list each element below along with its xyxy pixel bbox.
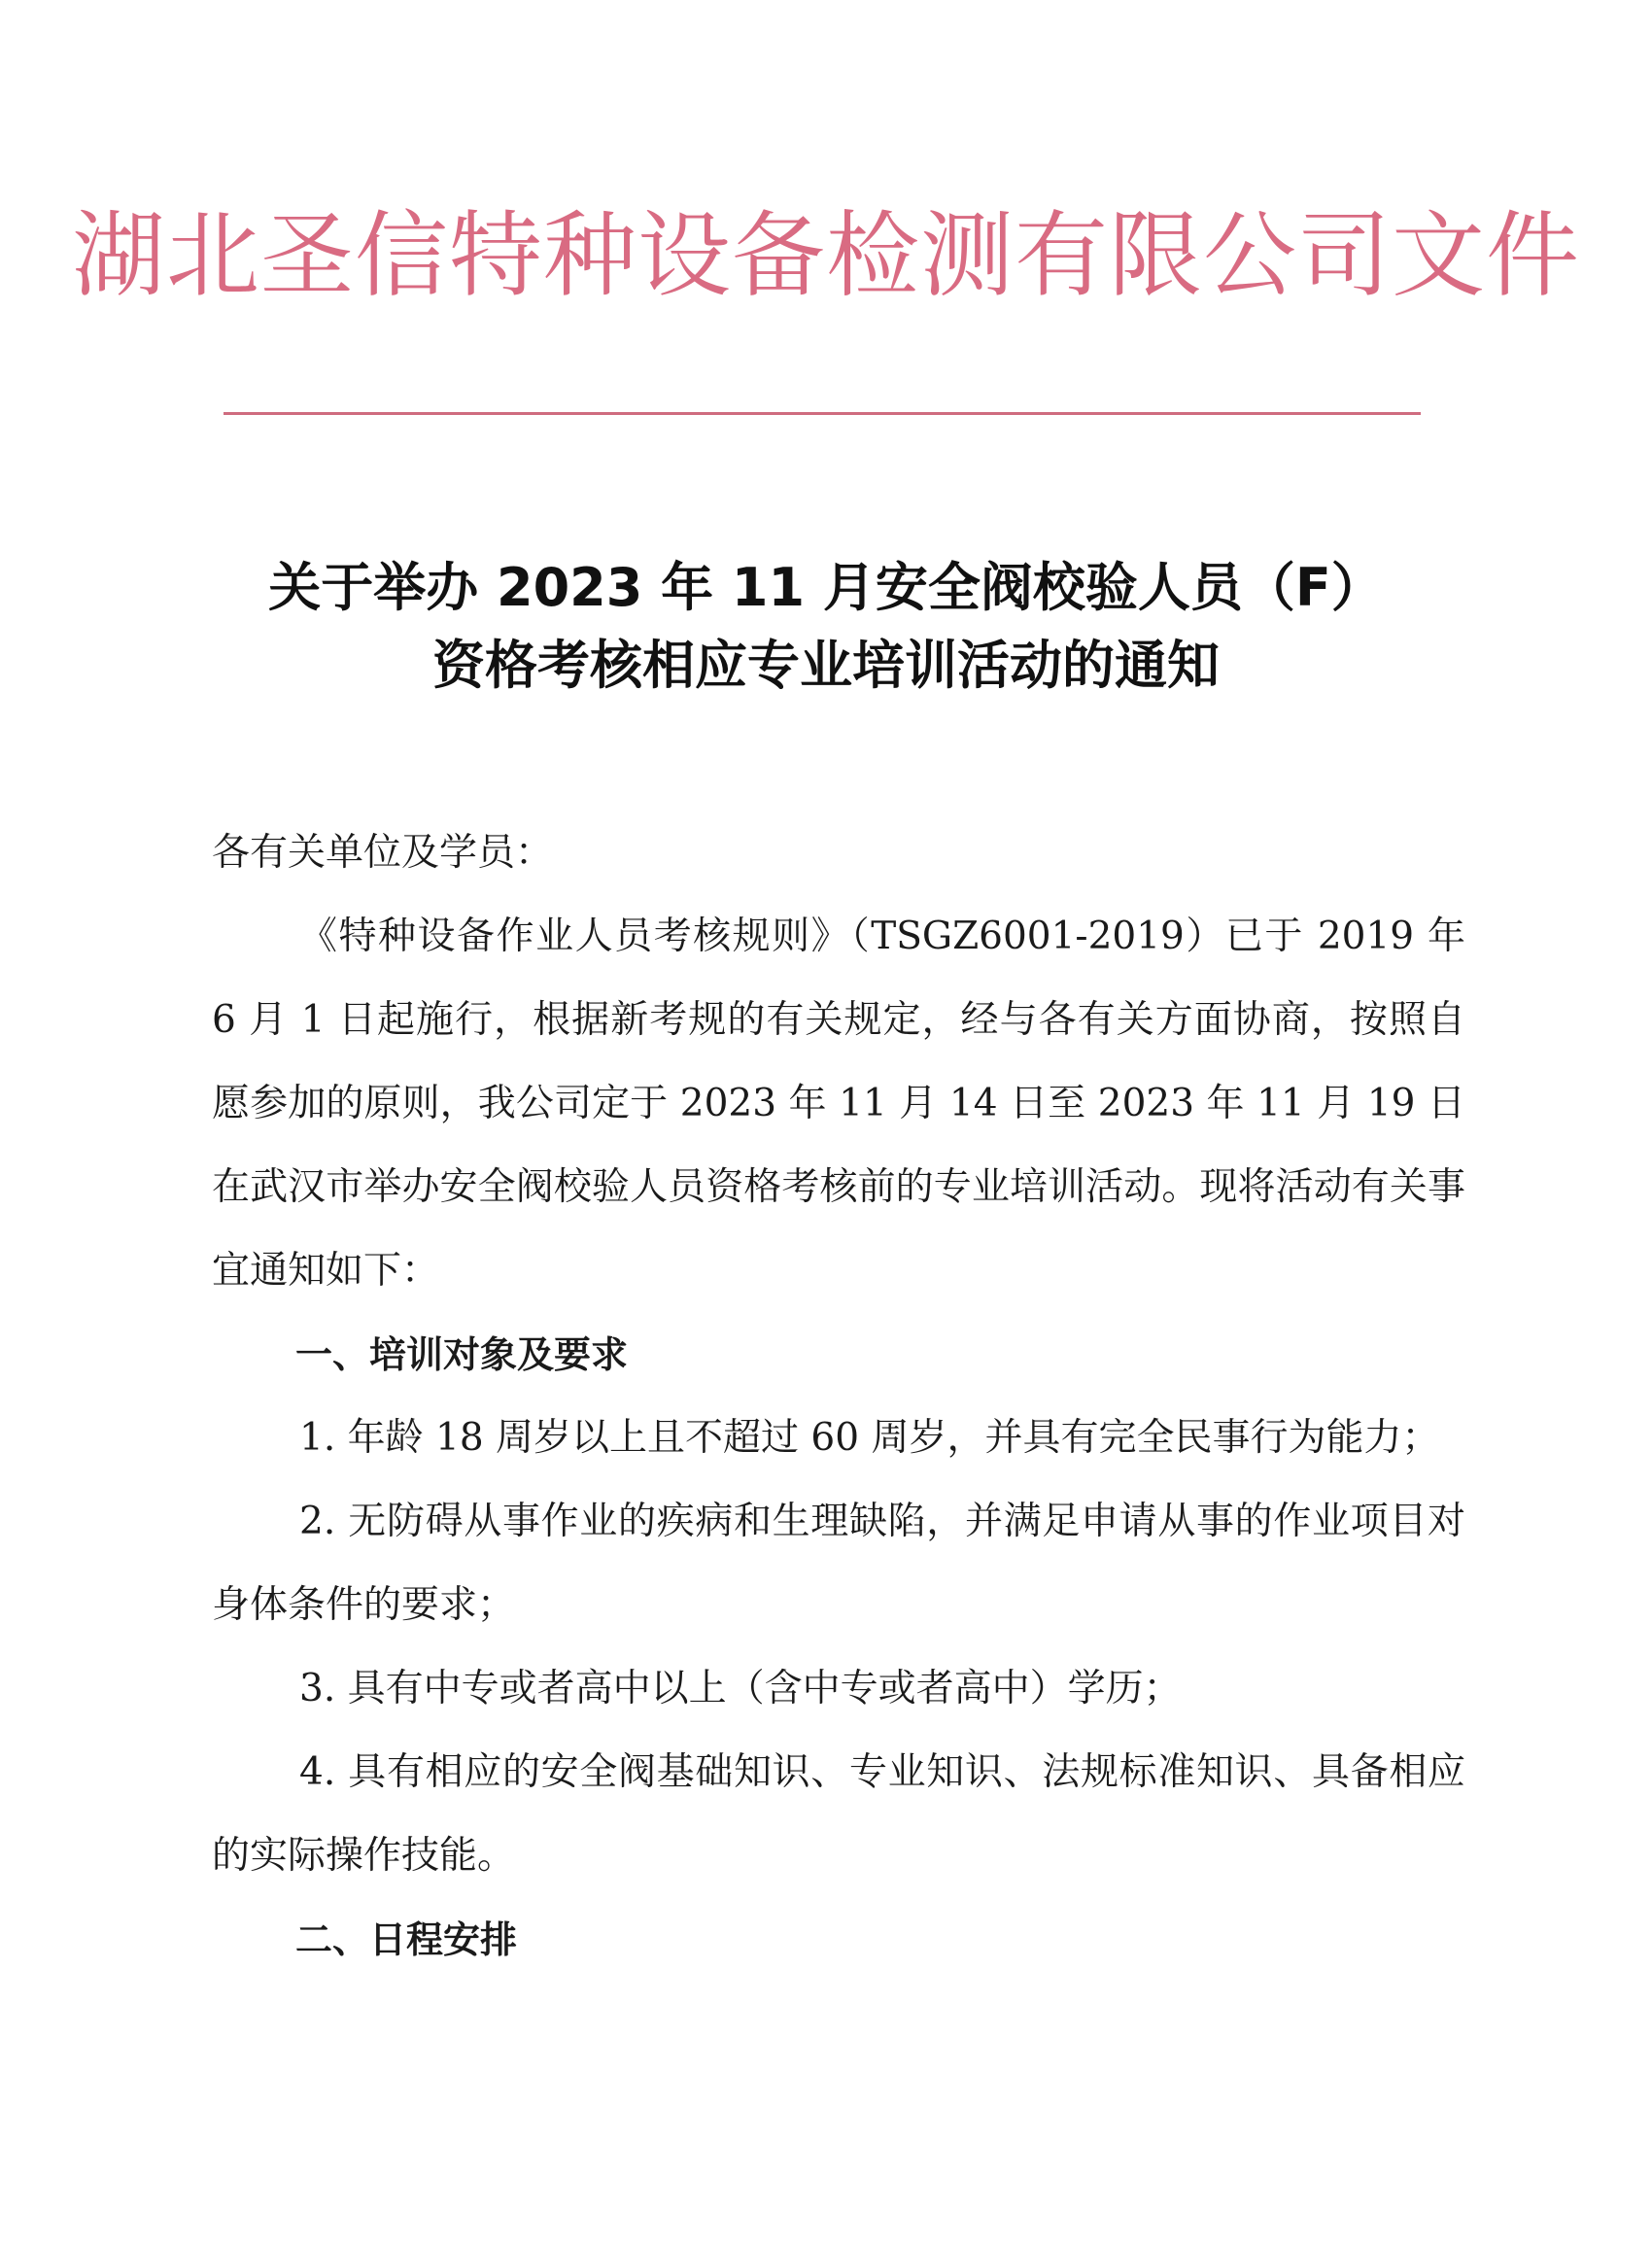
section-1-heading: 一、培训对象及要求 <box>295 1333 629 1376</box>
requirement-item-4: 4. 具有相应的安全阀基础知识、专业知识、法规标准知识、具备相应的实际操作技能。 <box>212 1750 1465 1878</box>
requirement-item-3: 3. 具有中专或者高中以上（含中专或者高中）学历； <box>299 1667 1182 1710</box>
document-body <box>212 812 1465 1982</box>
document-title <box>0 549 1652 705</box>
intro-paragraph: 《特种设备作业人员考核规则》（TSGZ6001-2019）已于 2019 年 6 月 1 日起施行，根据新考规的有关规定，经与各有关方面协商，按照自愿参加的原则，我公司定于 2023 年 11 月 14 日至 2023 年 11 月 19 日在武汉市举办安全阀校验人员资格考核前的专业培训活动。现将活动有关事宜通知如下： <box>212 915 1465 1293</box>
salutation: 各有关单位及学员： <box>212 831 554 875</box>
letterhead-title: 湖北圣信特种设备检测有限公司文件 <box>72 201 1580 310</box>
letterhead-divider <box>224 412 1421 415</box>
requirement-item-2: 2. 无防碍从事作业的疾病和生理缺陷，并满足申请从事的作业项目对身体条件的要求； <box>212 1500 1465 1627</box>
document-title-line-1: 关于举办 2023 年 11 月安全阀校验人员（F） <box>268 557 1384 618</box>
document-title-line-2: 资格考核相应专业培训活动的通知 <box>432 635 1220 696</box>
section-2-heading: 二、日程安排 <box>295 1918 518 1961</box>
requirement-item-1: 1. 年龄 18 周岁以上且不超过 60 周岁，并具有完全民事行为能力； <box>299 1416 1440 1460</box>
